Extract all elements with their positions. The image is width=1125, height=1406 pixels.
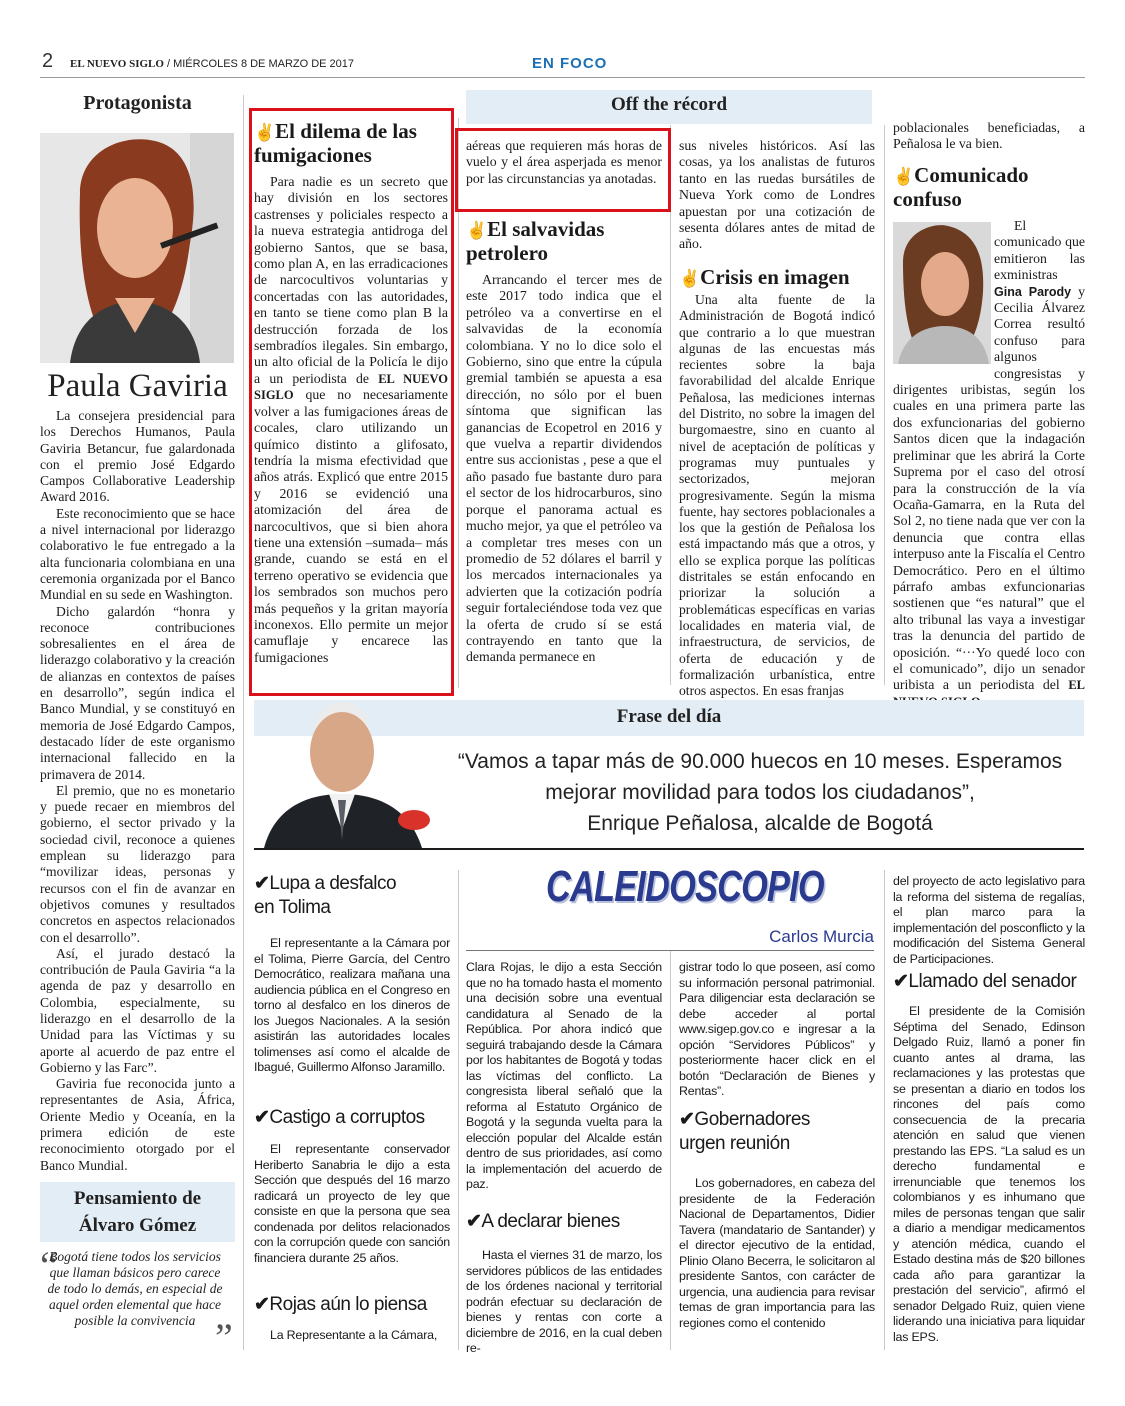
gobernadores-headline bbox=[679, 1108, 875, 1156]
frase-bottom-rule bbox=[254, 848, 1084, 850]
declarar-continuation: gistrar todo lo que poseen, así como su información personal patrimonial. Para diligenciar esta declaración se debe acceder al portal www.sigep.gov.co e ingresar a la opción “Servidores Públicos” y posteriormente hacer click en el botón “Declaración de Bienes y Rentas”. bbox=[679, 960, 875, 1098]
lupa-headline bbox=[254, 872, 450, 920]
victory-hand-icon: ✌ bbox=[466, 221, 488, 240]
comunicado-text-b: y Cecilia Álvarez Correa resultó confuso para algunos congresistas y dirigentes uribistas, según los cuales en una primera parte las dos exfuncionarias del gobierno Santos dicen que la indagación preliminar que les abrirá la Corte Suprema por el caso del otrosí para la construcción de la vía Ocaña-Gamarra, en la Ruta del Sol 2, no tiene nada que ver con la denuncia que contra ellas interpuso ante la Fiscalía el Centro Democrático. Pero en el último párrafo ambas exfuncionarias sostienen que “es natural” que el alto tribunal las vaya a investigar tras la denuncia del partido de oposición. “···Yo quedé loco con el comunicado”, dijo un senador uribista a un periodista del bbox=[893, 283, 1085, 693]
column-rule bbox=[884, 125, 885, 685]
paragraph: Así, el jurado destacó la contribución de Paula Gaviria “a la agenda de paz y desarrollo en Colombia, especialmente, su liderazgo en el desarrollo de la Unidad para las Víctimas y su aporte al acuerdo de paz entre el Gobierno y las Farc”. bbox=[40, 945, 235, 1075]
salvavidas-text: Arrancando el tercer mes de este 2017 todo indica que el petróleo va a convertirse en el salvavidas de la economía colombiana. Y no lo dice solo el Gobierno, sino que entre la cúpula gremial también se apuesta a esa dirección, no sólo por el buen síntoma que significan las ganancias de Ecopetrol en 2016 y que vuelva a repartir dividendos entre sus accionistas , pese a que el año pasado fue bastante duro para el sector de los hidrocarburos, sino porque el panorama actual es mucho mejor, ya que el petróleo va a completar tres meses con un promedio de 52 dólares el barril y los mercados internacionales ya advierten que la cotización podría seguir fortaleciéndose toda vez que la oferta de crudo sí se está contrayendo en tanto que la demanda permanece en bbox=[466, 272, 662, 665]
declarar-headline bbox=[466, 1210, 662, 1234]
salvavidas-title-line1: El salvavidas bbox=[487, 217, 605, 241]
llamado-headline bbox=[893, 970, 1085, 994]
comunicado-name1: Gina Parody bbox=[994, 284, 1072, 299]
rojas-body bbox=[254, 1328, 450, 1344]
protagonista-body bbox=[40, 408, 235, 1174]
column-rule bbox=[458, 870, 459, 1350]
check-mark-icon: ✔ bbox=[893, 971, 909, 992]
comunicado-title-line1: Comunicado bbox=[914, 163, 1029, 187]
pensamiento-title-line1: Pensamiento de bbox=[73, 1188, 202, 1209]
frase-author: Enrique Peñalosa, alcalde de Bogotá bbox=[587, 812, 933, 835]
crisis-text: Una alta fuente de la Administración de Bogotá indicó que contrario a lo que muestran algunas de las encuestas más recientes sobre la baja favorabilidad del alcalde Enrique Peñalosa, las mediciones internas del Distrito, no sobre la imagen del burgomaestre, sino en cuanto al nivel de aceptación de políticas y programas muy puntuales y sectorizados, mejoran progresivamente. Según la misma fuente, hay sectores poblacionales a los que la gestión de Peñalosa los está impactando más que a otros, y ello se explica porque las políticas distritales se están enfocando en priorizar la solución a problemáticas específicas en varias localidades en materia vial, de infraestructura, de servicios, de oferta de educación y de formalización urbanística, entre otros aspectos. En esas franjas bbox=[679, 292, 875, 699]
pensamiento-quote: Bogotá tiene todos los servicios que llaman básicos pero carece de todo lo demás, en especial de aquel orden elemental que hace posible la convivencia bbox=[47, 1249, 223, 1328]
comunicado-body bbox=[893, 218, 1085, 710]
paragraph: Dicho galardón “honra y reconoce contribuciones sobresalientes en el área de liderazgo colaborativo y la creación de alianzas en contextos de países en desarrollo”, según indica el Banco Mundial, y se constituyó en memoria de José Edgardo Campos, destacado líder de este organismo internacional fallecido en la primavera de 2014. bbox=[40, 603, 235, 782]
caleidoscopio-author: Carlos Murcia bbox=[769, 927, 874, 946]
declarar-text: Hasta el viernes 31 de marzo, los servidores públicos de las entidades de los órdenes nacional y territorial podrán efectuar su declaración de bienes y rentas con corte a diciembre de 2016, en la cual deben re- bbox=[466, 1248, 662, 1355]
lupa-body bbox=[254, 936, 450, 1076]
header-rule bbox=[40, 77, 1085, 78]
off-record-title: Off the récord bbox=[466, 90, 872, 124]
protagonista-name: Paula Gaviria bbox=[47, 368, 228, 404]
dilema-headline bbox=[254, 120, 450, 167]
paragraph: La consejera presidencial para los Derechos Humanos, Paula Gaviria Betancur, fue galardonada con el premio José Edgardo Campos Collaborative Leadership Award 2016. bbox=[40, 408, 235, 505]
dilema-continuation: aéreas que requieren más horas de vuelo y el área asperjada es menor por las circunstancias ya anotadas. bbox=[466, 138, 662, 186]
check-mark-icon: ✔ bbox=[254, 1294, 270, 1315]
dilema-brand: EL NUEVO SIGLO bbox=[254, 371, 448, 403]
close-quote-icon: ” bbox=[215, 1315, 233, 1360]
check-mark-icon: ✔ bbox=[254, 1107, 270, 1128]
portrait-illustration bbox=[40, 133, 234, 363]
check-mark-icon: ✔ bbox=[466, 1211, 482, 1232]
crisis-body bbox=[679, 292, 875, 699]
check-mark-icon: ✔ bbox=[679, 1109, 695, 1130]
caleidoscopio-rule bbox=[466, 950, 874, 951]
caleidoscopio-logo: CALEIDOSCOPIO bbox=[546, 862, 824, 911]
lupa-title-line1: Lupa a desfalco bbox=[269, 873, 397, 894]
gobernadores-title-line2: urgen reunión bbox=[679, 1133, 790, 1154]
gobernadores-body bbox=[679, 1176, 875, 1331]
lupa-text: El representante a la Cámara por el Tolima, Pierre García, del Centro Democrático, realizara mañana una audiencia pública en el Congreso en torno al desfalco en los dineros de los Juegos Nacionales. A la sesión asistirán las autoridades locales tolimenses así como el alcalde de Ibagué, Guillermo Alfonso Jaramillo. bbox=[254, 936, 450, 1074]
dilema-body bbox=[254, 174, 448, 666]
castigo-title: Castigo a corruptos bbox=[269, 1107, 425, 1128]
rojas-continuation: Clara Rojas, le dijo a esta Sección que no ha tomado hasta el momento una decisión sobre una eventual candidatura al Senado de la República. Por ahora indicó que seguirá trabajando desde la Cámara por los habitantes de Bogotá y todas las víctimas del conflicto. La congresista liberal señaló que la reforma al Estatuto Orgánico de Bogotá y la segunda vuelta para la elección popular del Alcalde están dentro de sus prioridades, así como la implementación del acuerdo de paz. bbox=[466, 960, 662, 1191]
pensamiento-title-line2: Álvaro Gómez bbox=[78, 1215, 197, 1236]
paragraph: Gaviria fue reconocida junto a representantes de Asia, África, Oriente Medio y Oceanía, en la primera edición de este reconocimiento otorgado por el Banco Mundial. bbox=[40, 1076, 235, 1173]
frase-quote-line1: “Vamos a tapar más de 90.000 huecos en 10 meses. Esperamos bbox=[457, 750, 1063, 773]
crisis-title: Crisis en imagen bbox=[700, 265, 850, 289]
rojas-title: Rojas aún lo piensa bbox=[269, 1294, 427, 1315]
date-line: / MIÉRCOLES 8 DE MARZO DE 2017 bbox=[163, 58, 355, 70]
lupa-title-line2: en Tolima bbox=[254, 897, 331, 918]
declarar-body bbox=[466, 1248, 662, 1357]
llamado-title: Llamado del senador bbox=[908, 971, 1077, 992]
frase-quote bbox=[440, 746, 1080, 839]
paragraph: Este reconocimiento que se hace a nivel internacional por liderazgo colaborativo le fue entregado a la alta funcionaria colombiana en una ceremonia organizada por el Banco Mundial en su sede en Washington. bbox=[40, 505, 235, 603]
victory-hand-icon: ✌ bbox=[254, 123, 276, 142]
paper-name: EL NUEVO SIGLO bbox=[70, 58, 164, 70]
victory-hand-icon: ✌ bbox=[893, 167, 915, 186]
portrait-illustration bbox=[254, 690, 438, 848]
castigo-body bbox=[254, 1142, 450, 1266]
dilema-title-line2: fumigaciones bbox=[254, 143, 372, 167]
salvavidas-continuation: sus niveles históricos. Así las cosas, ya los analistas de futuros tanto en las ruedas bursátiles de Nueva York como de Londres apuestan por una cotización de sesenta dólares antes de mitad de año. bbox=[679, 138, 875, 252]
declarar-title: A declarar bienes bbox=[481, 1211, 620, 1232]
llamado-text: El presidente de la Comisión Séptima del Senado, Edinson Delgado Ruiz, llamó a poner fin cuanto antes al drama, las reclamaciones y las protestas que se presentan a diario en todos los rincones del país como consecuencia de la precaria atención en salud que vienen prestando las EPS. “La salud es un derecho fundamental e irrenunciable que tenemos los colombianos y es inhumano que miles de personas tengan que salir a diario a mendigar medicamentos y atención médica, cuando el Estado destina más de $20 billones cada año para garantizar la prestación del servicio”, afirmó el senador Delgado Ruiz, quien viene liderando una iniciativa para liquidar las EPS. bbox=[893, 1004, 1085, 1344]
rojas-text: La Representante a la Cámara, bbox=[270, 1328, 438, 1342]
check-mark-icon: ✔ bbox=[254, 873, 270, 894]
victory-hand-icon: ✌ bbox=[679, 269, 701, 288]
salvavidas-headline bbox=[466, 218, 662, 265]
open-quote-icon: “ bbox=[40, 1243, 58, 1288]
paula-gaviria-photo bbox=[40, 133, 234, 363]
masthead bbox=[70, 58, 354, 70]
crisis-headline bbox=[679, 266, 875, 290]
comunicado-text-a: El comunicado que emitieron las exministras bbox=[994, 218, 1085, 283]
column-rule bbox=[670, 950, 671, 1350]
paragraph: El premio, que no es monetario y puede recaer en miembros del gobierno, el sector privado y la sociedad civil, reconoce a quienes emplean su liderazgo para “movilizar ideas, personas y recursos con el fin de avanzar en objetivos comunes y resultados concretos en aspectos relacionados con el desarrollo”. bbox=[40, 782, 235, 945]
comunicado-headline bbox=[893, 164, 1085, 211]
gobernadores-title-line1: Gobernadores bbox=[694, 1109, 810, 1130]
dilema-title-line1: El dilema de las bbox=[275, 119, 417, 143]
frase-quote-line2: mejorar movilidad para todos los ciudadanos”, bbox=[545, 781, 975, 804]
column-rule bbox=[243, 95, 244, 1350]
comunicado-title-line2: confuso bbox=[893, 187, 962, 211]
gobernadores-continuation: del proyecto de acto legislativo para la reforma del sistema de regalías, el plan marco para la implementación del posconflicto y la modificación del Sistema General de Participaciones. bbox=[893, 874, 1085, 966]
photo-float-spacer bbox=[893, 218, 994, 368]
protagonista-title: Protagonista bbox=[83, 92, 192, 114]
page-number: 2 bbox=[42, 50, 54, 72]
dilema-text-a: Para nadie es un secreto que hay división en los sectores castrenses y policiales respecto a la nueva estrategia antidroga del gobierno Santos, que se basa, como plan A, en las erradicaciones de narcocultivos voluntarias y concertadas con las autoridades, en tanto se tiene como plan B la destrucción forzada de los sembradíos ilegales. Sin embargo, un alto oficial de la Policía le dijo a un periodista de bbox=[254, 174, 448, 386]
rojas-headline bbox=[254, 1293, 450, 1317]
column-rule bbox=[884, 870, 885, 1350]
crisis-continuation: poblacionales beneficiadas, a Peñalosa le va bien. bbox=[893, 120, 1085, 152]
dilema-text-b: que no necesariamente volver a las fumigaciones áreas de cocales, claro utilizando un químico distinto a glifosato, tendría la misma efectividad que años atrás. Explicó que entre 2015 y 2016 se evidenció una atomización del área de narcocultivos, que si bien ahora tiene una extensión –sumada– más grande, cuando se está en el terreno operativo se evidencia que los sembrados son muchos pero más pequeños y la gritan mayoría inconexos. Ello permite un mejor camuflaje y encarece las fumigaciones bbox=[254, 387, 448, 665]
comunicado-brand: EL bbox=[1068, 678, 1085, 693]
frase-title: Frase del día bbox=[254, 700, 1084, 736]
salvavidas-body bbox=[466, 272, 662, 666]
salvavidas-title-line2: petrolero bbox=[466, 241, 549, 265]
castigo-headline bbox=[254, 1106, 450, 1130]
penalosa-photo bbox=[254, 690, 438, 848]
section-name: EN FOCO bbox=[532, 55, 608, 72]
castigo-text: El representante conservador Heriberto Sanabria le dijo a esta Sección que después del 16 marzo radicará un proyecto de ley que consiste en que la persona que sea condenada por delitos relacionados con la corrupción quede con sanción financiera durante 25 años. bbox=[254, 1142, 450, 1265]
pensamiento-title-box bbox=[40, 1182, 235, 1242]
llamado-body bbox=[893, 1004, 1085, 1345]
gobernadores-text: Los gobernadores, en cabeza del presidente de la Federación Nacional de Departamentos, Didier Tavera (mandatario de Santander) y el director ejecutivo de la entidad, Plinio Olano Becerra, le solicitaron al presidente Santos, con carácter de urgencia, una audiencia para revisar temas de gran importancia para las regiones como el contenido bbox=[679, 1176, 875, 1330]
